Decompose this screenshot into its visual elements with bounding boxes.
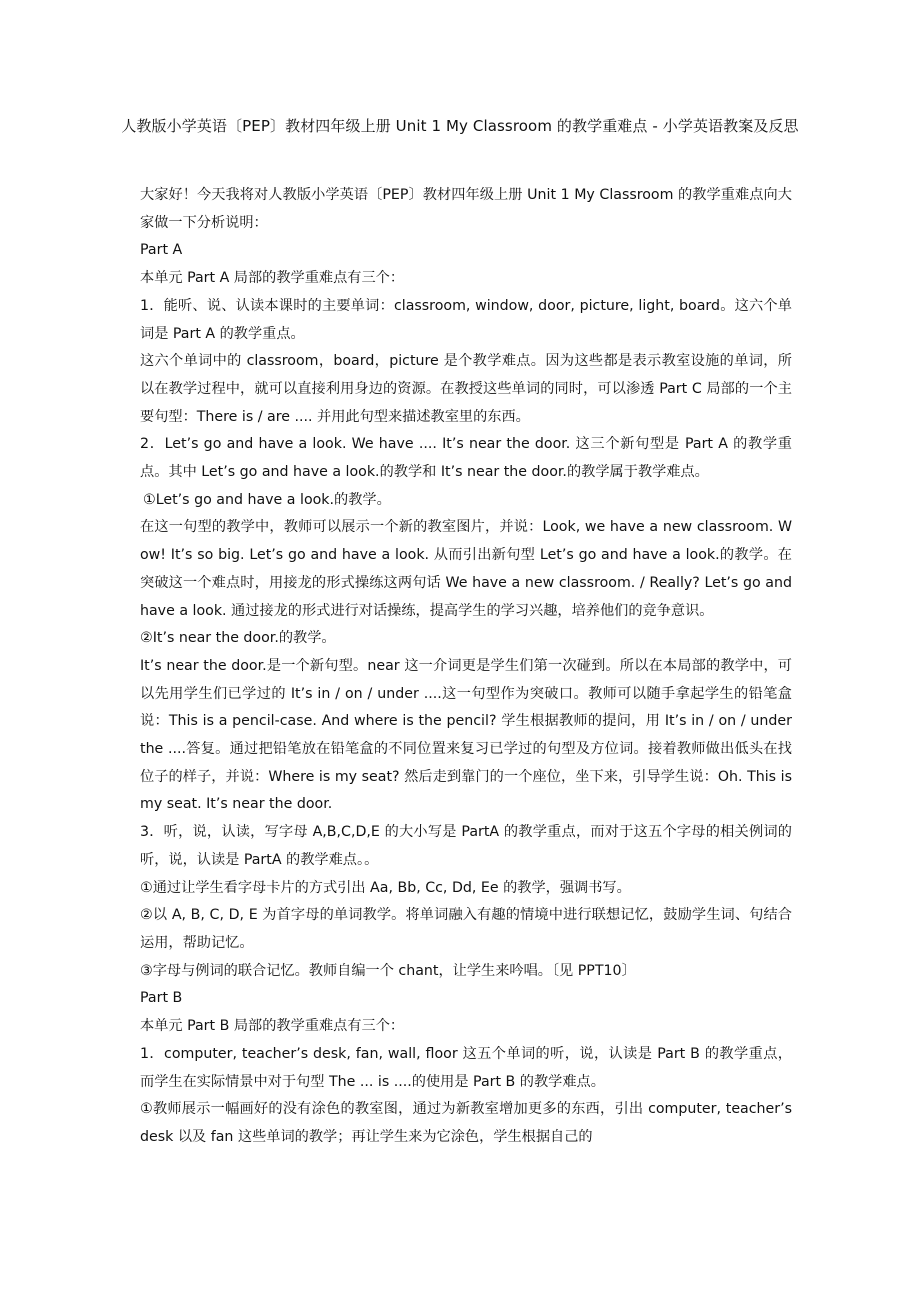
section-heading-part-a: Part A [140,242,183,259]
list-item: ①通过让学生看字母卡片的方式引出 Aa, Bb, Cc, Dd, Ee 的教学，强调书写。 [140,879,631,896]
list-item: ①Let’s go and have a look.的教学。 [143,491,391,508]
paragraph: 1．computer, teacher’s desk, fan, wall, floor 这五个单词的听，说，认读是 Part B 的教学重点，而学生在实际情景中对于句型 The ... is ....的使用是 Part B 的教学难点。 [140,1045,792,1090]
paragraph: 本单元 Part A 局部的教学重难点有三个： [140,270,405,287]
document-body [140,182,792,1152]
paragraph: 在这一句型的教学中，教师可以展示一个新的教室图片，并说：Look, we have a new classroom. Wow! It’s so big. Let’s go and have a look. 从而引出新句型 Let’s go and have a look.的教学。在突破这一个难点时，用接龙的形式操练这两句话 We have a new classroom. / Really? Let’s go and have a look. 通过接龙的形式进行对话操练，提高学生的学习兴趣，培养他们的竞争意识。 [140,519,792,619]
paragraph-intro: 大家好！今天我将对人教版小学英语〔PEP〕教材四年级上册 Unit 1 My Classroom 的教学重难点向大家做一下分析说明： [140,187,792,231]
list-item: ②It’s near the door.的教学。 [140,630,336,647]
list-item: ②以 A, B, C, D, E 为首字母的单词教学。将单词融入有趣的情境中进行联想记忆，鼓励学生词、句结合运用，帮助记忆。 [140,907,792,951]
document-title: 人教版小学英语〔PEP〕教材四年级上册 Unit 1 My Classroom 的教学重难点 - 小学英语教案及反思 [121,117,799,135]
list-item: ③字母与例词的联合记忆。教师自编一个 chant，让学生来吟唱。〔见 PPT10〕 [140,962,636,979]
paragraph: It’s near the door.是一个新句型。near 这一介词更是学生们第一次碰到。所以在本局部的教学中，可以先用学生们已学过的 It’s in / on / under ....这一句型作为突破口。教师可以随手拿起学生的铅笔盒说：This is a pencil-case. And where is the pencil? 学生根据教师的提问，用 It’s in / on / under the ....答复。通过把铅笔放在铅笔盒的不同位置来复习已学过的句型及方位词。接着教师做出低头在找位子的样子，并说：Where is my seat? 然后走到靠门的一个座位，坐下来，引导学生说：Oh. This is my seat. It’s near the door. [140,657,792,813]
paragraph: 这六个单词中的 classroom，board，picture 是个教学难点。因为这些都是表示教室设施的单词，所以在教学过程中，就可以直接利用身边的资源。在教授这些单词的同时，可以渗透 Part C 局部的一个主要句型：There is / are .... 并用此句型来描述教室里的东西。 [140,353,792,425]
paragraph: 2．Let’s go and have a look. We have .... It’s near the door. 这三个新句型是 Part A 的教学重点。其中 Let’s go and have a look.的教学和 It’s near the door.的教学属于教学难点。 [140,436,792,481]
list-item: ①教师展示一幅画好的没有涂色的教室图，通过为新教室增加更多的东西，引出 computer, teacher’s desk 以及 fan 这些单词的教学；再让学生来为它涂色，学生根据自己的 [140,1101,792,1145]
paragraph: 1．能听、说、认读本课时的主要单词：classroom, window, door, picture, light, board。这六个单词是 Part A 的教学重点。 [140,297,792,342]
paragraph: 本单元 Part B 局部的教学重难点有三个： [140,1018,405,1035]
paragraph: 3．听，说，认读，写字母 A,B,C,D,E 的大小写是 PartA 的教学重点，而对于这五个字母的相关例词的听，说，认读是 PartA 的教学难点。。 [140,824,792,868]
section-heading-part-b: Part B [140,990,183,1007]
